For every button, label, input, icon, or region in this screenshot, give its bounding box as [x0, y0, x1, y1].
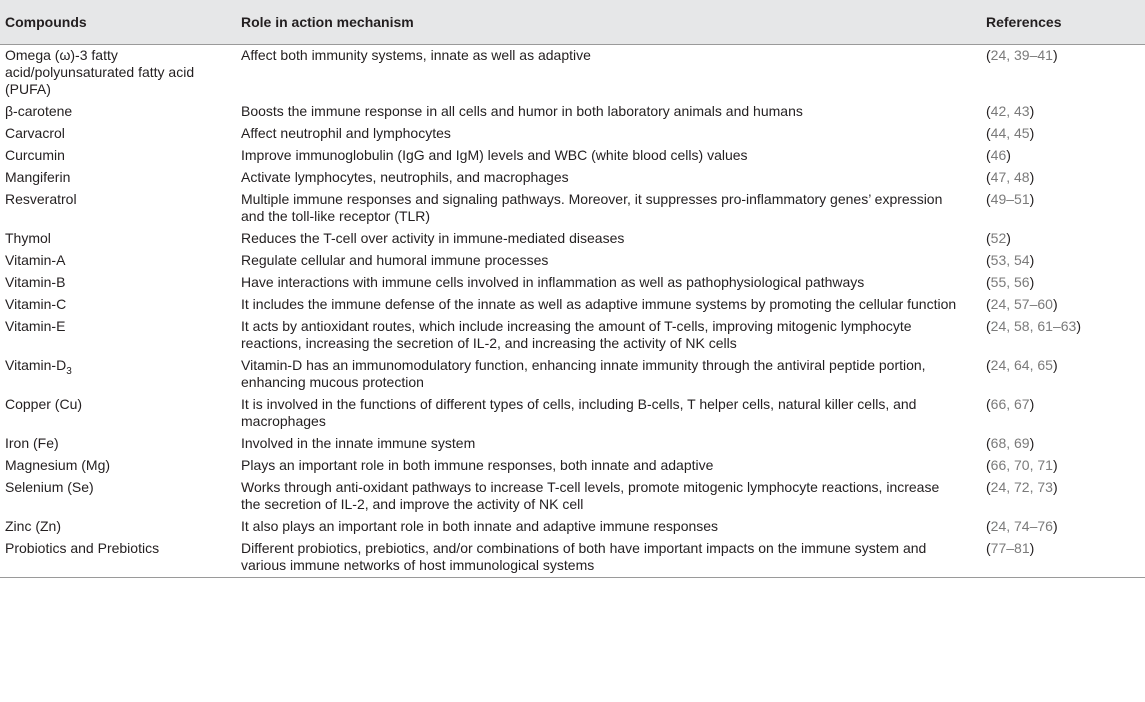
- table-row: [0, 272, 1145, 294]
- reference-numbers: 42, 43: [990, 103, 1030, 119]
- references-cell: (68, 69): [986, 435, 1035, 451]
- compound-cell: [0, 477, 238, 516]
- references-cell: (24, 39–41): [986, 47, 1058, 63]
- compound-name: Probiotics and Prebiotics: [5, 540, 160, 556]
- compound-cell: [0, 228, 238, 250]
- references-cell: (24, 64, 65): [986, 357, 1058, 373]
- compound-cell: [0, 455, 238, 477]
- role-cell: Works through anti-oxidant pathways to increase T-cell levels, promote mitogenic lymphocyte reactions, increase the secretion of IL-2, and improve the activity of NK cell: [241, 479, 940, 512]
- references-cell: (53, 54): [986, 252, 1035, 268]
- role-cell: Affect neutrophil and lymphocytes: [241, 125, 451, 141]
- compound-cell: [0, 516, 238, 538]
- compound-name: β-carotene: [5, 103, 73, 119]
- role-cell: Plays an important role in both immune responses, both innate and adaptive: [241, 457, 714, 473]
- reference-numbers: 24, 57–60: [990, 296, 1053, 312]
- compound-name: Mangiferin: [5, 169, 71, 185]
- table-row: [0, 250, 1145, 272]
- table-row: [0, 477, 1145, 516]
- role-cell: Reduces the T-cell over activity in immune-mediated diseases: [241, 230, 625, 246]
- reference-numbers: 68, 69: [990, 435, 1030, 451]
- reference-numbers: 44, 45: [990, 125, 1030, 141]
- role-cell: Multiple immune responses and signaling pathways. Moreover, it suppresses pro-inflammatory genes’ expression and the toll-like receptor (TLR): [241, 191, 943, 224]
- table-row: [0, 433, 1145, 455]
- compound-name: Vitamin-D: [5, 357, 67, 373]
- header-row: [0, 0, 1145, 45]
- table-row: [0, 394, 1145, 433]
- role-cell: Vitamin-D has an immunomodulatory function, enhancing innate immunity through the antiviral peptide portion, enhancing mucous protection: [241, 357, 926, 390]
- header-compounds: Compounds: [0, 0, 238, 45]
- compound-subscript: 3: [66, 365, 72, 377]
- role-cell: Regulate cellular and humoral immune processes: [241, 252, 549, 268]
- reference-numbers: 52: [990, 230, 1007, 246]
- compound-name: Vitamin-E: [5, 318, 66, 334]
- compound-cell: [0, 45, 238, 102]
- references-cell: (47, 48): [986, 169, 1035, 185]
- references-cell: (42, 43): [986, 103, 1035, 119]
- compound-cell: [0, 145, 238, 167]
- compound-cell: [0, 316, 238, 355]
- compound-name: Omega (ω)-3 fatty acid/polyunsaturated fatty acid (PUFA): [5, 47, 195, 97]
- table-row: [0, 123, 1145, 145]
- reference-numbers: 24, 72, 73: [990, 479, 1053, 495]
- compound-name: Vitamin-A: [5, 252, 66, 268]
- references-cell: (24, 72, 73): [986, 479, 1058, 495]
- compound-cell: [0, 272, 238, 294]
- table-row: [0, 228, 1145, 250]
- reference-numbers: 77–81: [990, 540, 1030, 556]
- compound-cell: [0, 355, 238, 394]
- compound-name: Magnesium (Mg): [5, 457, 111, 473]
- role-cell: Boosts the immune response in all cells and humor in both laboratory animals and humans: [241, 103, 803, 119]
- references-cell: (77–81): [983, 538, 1145, 578]
- compound-cell: [0, 250, 238, 272]
- reference-numbers: 55, 56: [990, 274, 1030, 290]
- compound-name: Vitamin-C: [5, 296, 67, 312]
- table-row: [0, 294, 1145, 316]
- table-row: [0, 516, 1145, 538]
- reference-numbers: 24, 74–76: [990, 518, 1053, 534]
- role-cell: It is involved in the functions of different types of cells, including B-cells, T helper cells, natural killer cells, and macrophages: [241, 396, 917, 429]
- reference-numbers: 24, 58, 61–63: [990, 318, 1077, 334]
- reference-numbers: 66, 70, 71: [990, 457, 1053, 473]
- references-cell: (24, 74–76): [986, 518, 1058, 534]
- header-references: References: [983, 0, 1145, 45]
- reference-numbers: 47, 48: [990, 169, 1030, 185]
- compound-cell: [0, 189, 238, 228]
- table-row: [0, 355, 1145, 394]
- role-cell: Have interactions with immune cells involved in inflammation as well as pathophysiological pathways: [241, 274, 865, 290]
- reference-numbers: 66, 67: [990, 396, 1030, 412]
- references-cell: (24, 57–60): [986, 296, 1058, 312]
- compound-cell: [0, 101, 238, 123]
- role-cell: Different probiotics, prebiotics, and/or combinations of both have important impacts on the immune system and various immune networks of host immunological systems: [238, 538, 983, 578]
- references-cell: (66, 67): [986, 396, 1035, 412]
- role-cell: It acts by antioxidant routes, which include increasing the amount of T-cells, improving mitogenic lymphocyte reactions, increasing the secretion of IL-2, and increasing the activity of NK cells: [241, 318, 912, 351]
- table-row: [0, 455, 1145, 477]
- compound-cell: [0, 167, 238, 189]
- table-header: [0, 0, 1145, 45]
- reference-numbers: 24, 64, 65: [990, 357, 1053, 373]
- reference-numbers: 49–51: [990, 191, 1030, 207]
- compound-cell: [0, 394, 238, 433]
- role-cell: Involved in the innate immune system: [241, 435, 476, 451]
- compound-cell: [0, 294, 238, 316]
- references-cell: (66, 70, 71): [986, 457, 1058, 473]
- table-row: [0, 101, 1145, 123]
- compound-name: Carvacrol: [5, 125, 65, 141]
- reference-numbers: 46: [990, 147, 1007, 163]
- role-cell: Improve immunoglobulin (IgG and IgM) levels and WBC (white blood cells) values: [241, 147, 748, 163]
- table-row: [0, 538, 1145, 578]
- compound-name: Selenium (Se): [5, 479, 94, 495]
- reference-numbers: 24, 39–41: [990, 47, 1053, 63]
- compound-name: Copper (Cu): [5, 396, 83, 412]
- table-body: [0, 45, 1145, 578]
- compound-name: Curcumin: [5, 147, 65, 163]
- references-cell: (52): [986, 230, 1011, 246]
- table-row: [0, 189, 1145, 228]
- references-cell: (44, 45): [986, 125, 1035, 141]
- table-row: [0, 145, 1145, 167]
- compound-cell: [0, 123, 238, 145]
- table-row: [0, 167, 1145, 189]
- compound-name: Resveratrol: [5, 191, 77, 207]
- compound-name: Vitamin-B: [5, 274, 66, 290]
- table-row: [0, 45, 1145, 102]
- compound-name: Zinc (Zn): [5, 518, 61, 534]
- role-cell: Activate lymphocytes, neutrophils, and macrophages: [241, 169, 569, 185]
- role-cell: Affect both immunity systems, innate as well as adaptive: [241, 47, 591, 63]
- references-cell: (46): [986, 147, 1011, 163]
- compound-name: Thymol: [5, 230, 51, 246]
- table-row: [0, 316, 1145, 355]
- role-cell: It includes the immune defense of the innate as well as adaptive immune systems by promoting the cellular function: [241, 296, 957, 312]
- compound-cell: [0, 433, 238, 455]
- compound-cell: [0, 538, 238, 578]
- reference-numbers: 53, 54: [990, 252, 1030, 268]
- header-role: Role in action mechanism: [238, 0, 983, 45]
- role-cell: It also plays an important role in both innate and adaptive immune responses: [241, 518, 719, 534]
- compound-name: Iron (Fe): [5, 435, 59, 451]
- references-cell: (55, 56): [986, 274, 1035, 290]
- references-cell: (24, 58, 61–63): [986, 318, 1081, 334]
- references-cell: (49–51): [986, 191, 1035, 207]
